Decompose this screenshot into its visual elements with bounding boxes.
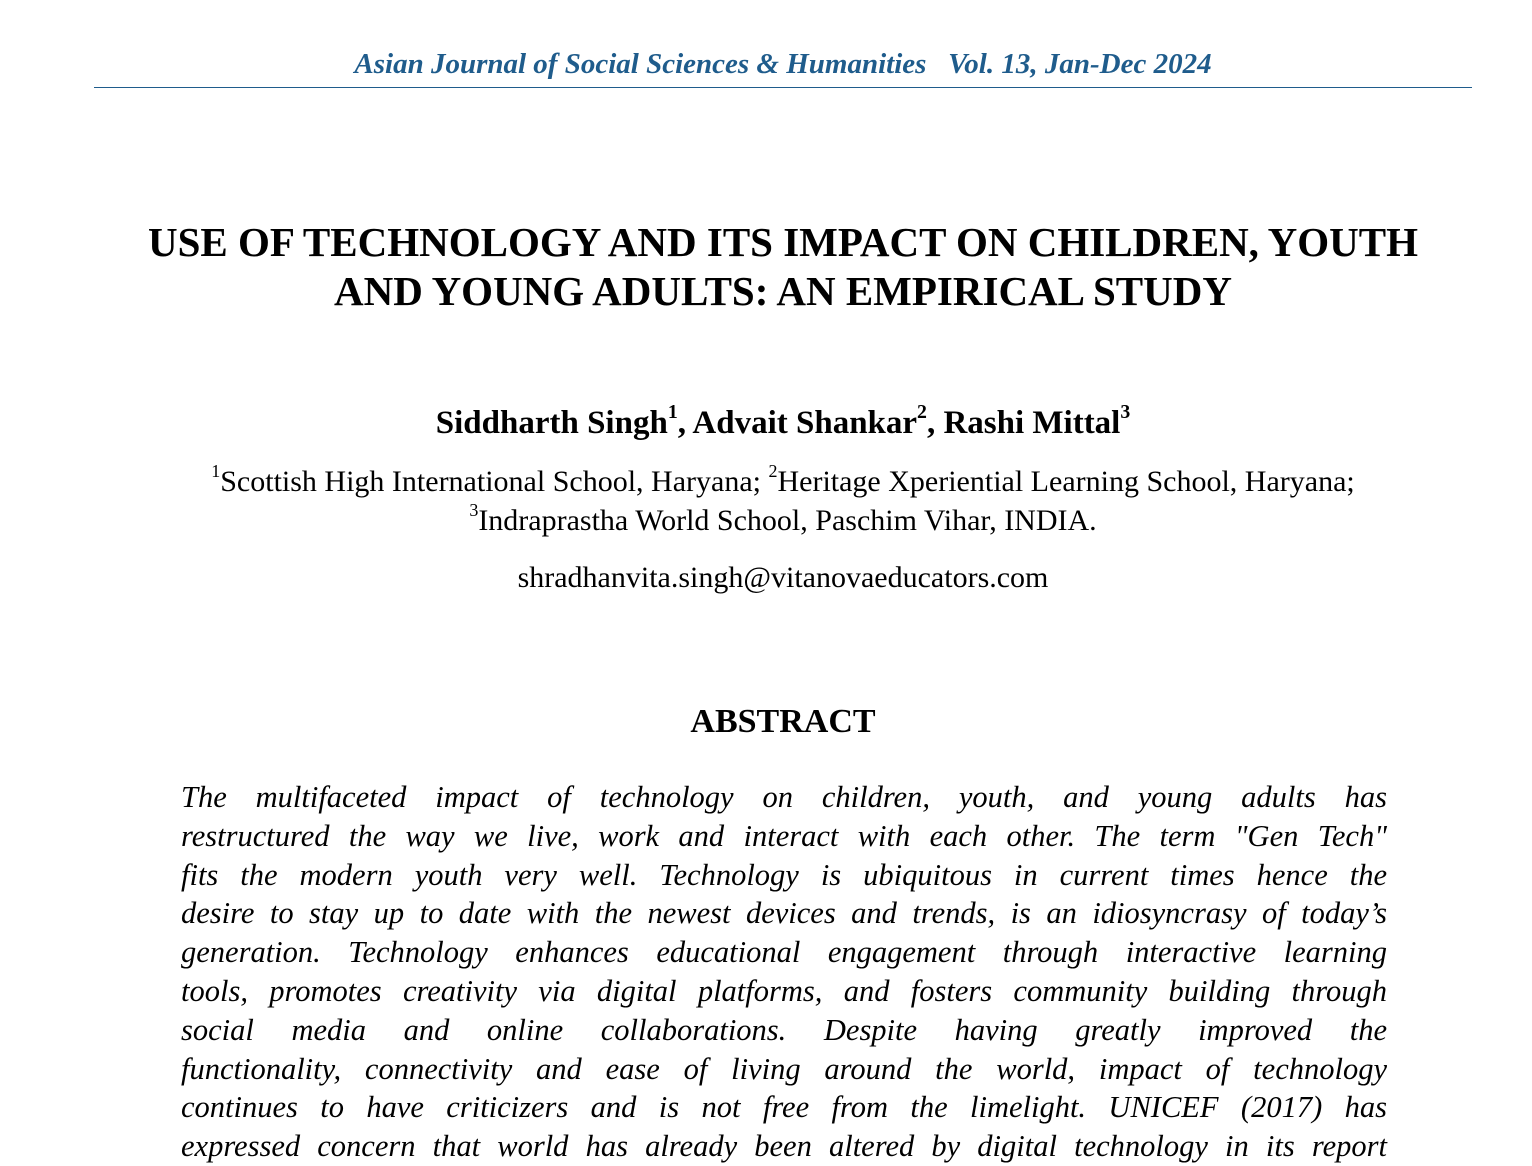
abstract-line: restructured the way we live, work and interact with each other. The term "Gen Tech" (181, 818, 1387, 853)
contact-email[interactable]: shradhanvita.singh@vitanovaeducators.com (517, 561, 1049, 594)
author-list (94, 398, 1472, 448)
abstract-line: social media and online collaborations. Despite having greatly improved the (181, 1012, 1387, 1047)
affiliation-line-1 (94, 462, 1472, 501)
abstract-line: expressed concern that world has already been altered by digital technology in its report (181, 1129, 1387, 1164)
affiliations (94, 462, 1472, 540)
abstract-line: The multifaceted impact of technology on children, youth, and young adults has (181, 780, 1387, 814)
journal-volume: Vol. 13, Jan-Dec 2024 (948, 48, 1212, 80)
affiliation-text: Scottish High International School, Haryana; (220, 465, 769, 498)
author-separator: , (926, 405, 944, 441)
abstract-line: functionality, connectivity and ease of living around the world, impact of technology (181, 1051, 1387, 1086)
abstract-line: generation. Technology enhances educational engagement through interactive learning (181, 935, 1387, 970)
affiliation-text: Heritage Xperiential Learning School, Haryana; (777, 465, 1355, 498)
author-affiliation-mark: 1 (667, 401, 678, 424)
affiliation-mark: 3 (469, 500, 479, 521)
abstract-line: continues to have criticizers and is not free from the limelight. UNICEF (2017) has (181, 1090, 1387, 1125)
affiliation-mark: 1 (211, 461, 221, 482)
author-separator: , (677, 405, 693, 441)
abstract-heading: ABSTRACT (690, 703, 876, 740)
affiliation-line-2 (94, 501, 1472, 540)
title-line-1: USE OF TECHNOLOGY AND ITS IMPACT ON CHILDREN, YOUTH (147, 219, 1419, 265)
title-line-2: AND YOUNG ADULTS: AN EMPIRICAL STUDY (334, 268, 1232, 314)
abstract-line: fits the modern youth very well. Technology is ubiquitous in current times hence the (181, 857, 1387, 892)
abstract-body (181, 778, 1387, 1166)
abstract-line: desire to stay up to date with the newest devices and trends, is an idiosyncrasy of today’s (181, 896, 1387, 931)
journal-header (94, 44, 1472, 84)
author-affiliation-mark: 3 (1120, 401, 1131, 424)
paper-title (94, 218, 1472, 316)
abstract-line: tools, promotes creativity via digital platforms, and fosters community building through (181, 973, 1387, 1008)
journal-name: Asian Journal of Social Sciences & Humanities (354, 48, 927, 80)
author-name: Siddharth Singh (435, 405, 668, 441)
affiliation-text: Indraprastha World School, Paschim Vihar, INDIA. (478, 504, 1097, 537)
affiliation-mark: 2 (768, 461, 778, 482)
header-rule (94, 87, 1472, 88)
author-name: Rashi Mittal (943, 405, 1121, 441)
author-name: Advait Shankar (692, 405, 918, 441)
author-affiliation-mark: 2 (917, 401, 927, 424)
